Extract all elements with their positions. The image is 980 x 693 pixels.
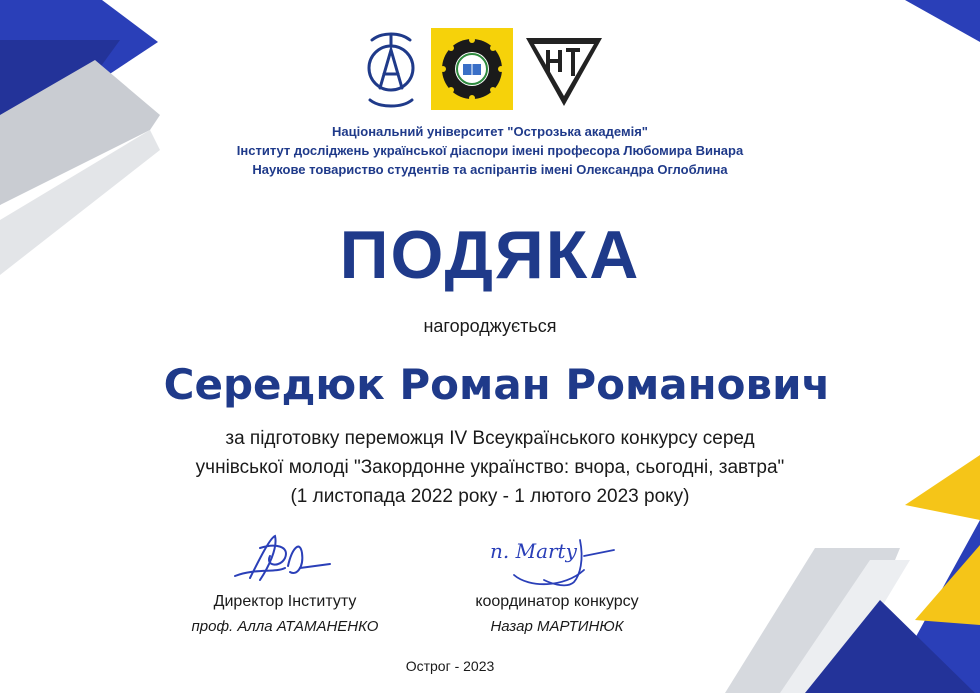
reason-line-3: (1 листопада 2022 року - 1 лютого 2023 року)	[290, 486, 690, 507]
reason-line-2: учнівської молоді "Закордонне українство: вчора, сьогодні, завтра"	[195, 457, 785, 478]
institution-student-society: Наукове товариство студентів та аспірантів імені Олександра Оглоблина	[252, 162, 728, 177]
ntt-triangle-icon	[522, 28, 606, 112]
certificate-title: ПОДЯКА	[339, 217, 641, 293]
recipient-name: Середюк Роман Романович	[163, 360, 831, 409]
footer-place-year: Острог - 2023	[405, 658, 495, 674]
director-signature	[230, 528, 335, 590]
coordinator-signature	[484, 530, 620, 592]
institution-diaspora-institute: Інститут досліджень української діаспори імені професора Любомира Винара	[236, 143, 744, 158]
monogram-emblem-icon	[360, 28, 422, 112]
logo-row	[0, 28, 980, 112]
institution-university: Національний університет "Острозька академія"	[332, 124, 648, 139]
bottom-right-yellow-band	[915, 545, 980, 625]
awarded-label: нагороджується	[423, 316, 557, 336]
director-name: проф. Алла АТАМАНЕНКО	[191, 618, 379, 635]
coordinator-name: Назар МАРТИНЮК	[490, 618, 624, 635]
coordinator-role: координатор конкурсу	[475, 593, 639, 610]
reason-line-1: за підготовку переможця IV Всеукраїнського конкурсу серед	[225, 428, 755, 449]
director-role: Директор Інституту	[213, 593, 357, 610]
sunflower-book-icon	[431, 28, 513, 110]
signature-script-text: n. Marty	[490, 539, 577, 563]
